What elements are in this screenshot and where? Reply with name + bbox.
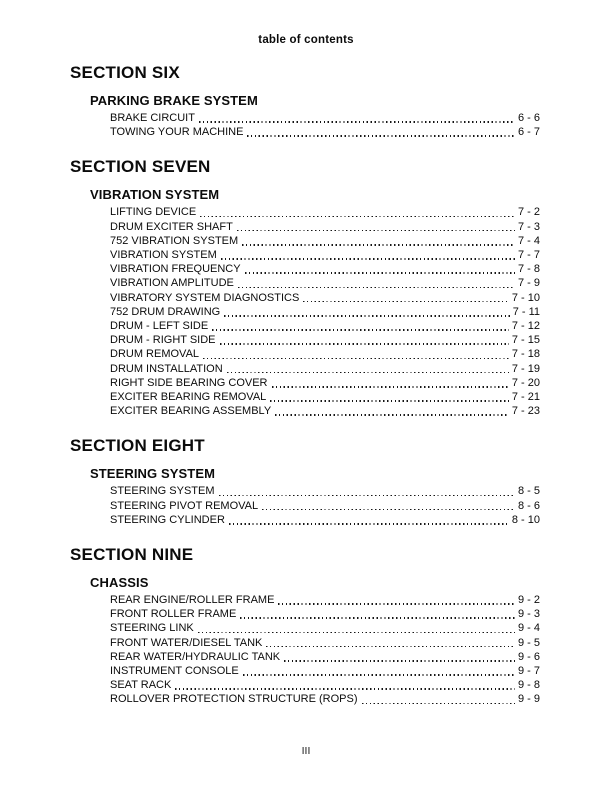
entry-label: DRUM REMOVAL bbox=[110, 348, 200, 361]
dot-leader bbox=[220, 343, 509, 345]
toc-entry bbox=[110, 248, 540, 262]
entry-label: LIFTING DEVICE bbox=[110, 206, 197, 219]
section-title: SECTION SIX bbox=[70, 63, 180, 82]
entry-label: DRUM - LEFT SIDE bbox=[110, 320, 209, 333]
entry-page-number: 7 - 10 bbox=[511, 291, 540, 304]
dot-leader bbox=[224, 315, 509, 317]
toc-section bbox=[70, 436, 540, 527]
entry-label: STEERING SYSTEM bbox=[110, 485, 215, 498]
entry-label: ROLLOVER PROTECTION STRUCTURE (ROPS) bbox=[110, 693, 358, 706]
dot-leader bbox=[203, 358, 509, 360]
entry-page-number: 7 - 9 bbox=[517, 277, 540, 290]
entry-page-number: 7 - 12 bbox=[511, 320, 540, 333]
entry-label: 752 DRUM DRAWING bbox=[110, 305, 221, 318]
toc-entry bbox=[110, 664, 540, 678]
entry-label: SEAT RACK bbox=[110, 679, 172, 692]
section-title: SECTION NINE bbox=[70, 545, 194, 565]
toc-entry bbox=[110, 513, 540, 527]
entry-label: DRUM EXCITER SHAFT bbox=[110, 220, 233, 233]
toc-entry bbox=[110, 347, 540, 361]
entry-page-number: 9 - 7 bbox=[517, 665, 540, 678]
entry-page-number: 7 - 19 bbox=[511, 362, 540, 375]
dot-leader bbox=[245, 272, 515, 274]
subsection-title: VIBRATION SYSTEM bbox=[90, 187, 220, 203]
entry-label: FRONT WATER/DIESEL TANK bbox=[110, 636, 263, 649]
dot-leader bbox=[242, 244, 515, 246]
entry-label: VIBRATION AMPLITUDE bbox=[110, 277, 234, 290]
entry-page-number: 7 - 3 bbox=[517, 220, 540, 233]
toc-section bbox=[70, 157, 540, 418]
toc-entry bbox=[110, 621, 540, 635]
dot-leader bbox=[221, 258, 515, 260]
entry-page-number: 8 - 6 bbox=[517, 499, 540, 512]
dot-leader bbox=[200, 216, 515, 218]
entry-page-number: 9 - 4 bbox=[517, 622, 540, 635]
subsection-title: CHASSIS bbox=[90, 575, 149, 591]
dot-leader bbox=[275, 414, 509, 416]
toc-entry bbox=[110, 125, 540, 139]
toc-entry bbox=[110, 319, 540, 333]
toc-entry bbox=[110, 404, 540, 418]
entry-label: FRONT ROLLER FRAME bbox=[110, 608, 237, 621]
dot-leader bbox=[229, 523, 509, 525]
entry-page-number: 6 - 7 bbox=[517, 126, 540, 139]
dot-leader bbox=[362, 703, 515, 705]
toc-entry bbox=[110, 205, 540, 219]
dot-leader bbox=[284, 660, 515, 662]
dot-leader bbox=[266, 646, 515, 648]
dot-leader bbox=[240, 617, 515, 619]
section-title: SECTION SEVEN bbox=[70, 157, 211, 177]
entry-page-number: 7 - 18 bbox=[511, 348, 540, 361]
toc-entry bbox=[110, 220, 540, 234]
dot-leader bbox=[272, 386, 509, 388]
entry-page-number: 8 - 5 bbox=[517, 485, 540, 498]
dot-leader bbox=[227, 372, 509, 374]
section-title: SECTION EIGHT bbox=[70, 436, 205, 456]
entry-page-number: 9 - 3 bbox=[517, 608, 540, 621]
toc-sections bbox=[0, 63, 612, 707]
toc-entry bbox=[110, 111, 540, 125]
entry-label: VIBRATORY SYSTEM DIAGNOSTICS bbox=[110, 291, 300, 304]
entry-page-number: 7 - 8 bbox=[517, 263, 540, 276]
toc-entry bbox=[110, 362, 540, 376]
dot-leader bbox=[175, 688, 515, 690]
entry-label: RIGHT SIDE BEARING COVER bbox=[110, 376, 268, 389]
entry-label: DRUM INSTALLATION bbox=[110, 362, 223, 375]
entry-page-number: 6 - 6 bbox=[517, 112, 540, 124]
toc-entry bbox=[110, 499, 540, 513]
entry-page-number: 8 - 10 bbox=[511, 513, 540, 526]
entry-label: STEERING CYLINDER bbox=[110, 513, 225, 526]
dot-leader bbox=[262, 509, 515, 511]
entry-list bbox=[110, 484, 540, 527]
entry-page-number: 9 - 5 bbox=[517, 636, 540, 649]
entry-list bbox=[110, 593, 540, 707]
entry-label: REAR WATER/HYDRAULIC TANK bbox=[110, 650, 281, 663]
toc-entry bbox=[110, 234, 540, 248]
toc-entry bbox=[110, 678, 540, 692]
dot-leader bbox=[199, 121, 515, 123]
entry-label: DRUM - RIGHT SIDE bbox=[110, 334, 216, 347]
dot-leader bbox=[219, 495, 515, 497]
entry-label: STEERING LINK bbox=[110, 622, 194, 635]
entry-label: INSTRUMENT CONSOLE bbox=[110, 665, 239, 678]
entry-label: STEERING PIVOT REMOVAL bbox=[110, 499, 259, 512]
entry-list bbox=[110, 205, 540, 418]
entry-page-number: 7 - 15 bbox=[511, 334, 540, 347]
dot-leader bbox=[247, 135, 515, 137]
entry-page-number: 7 - 4 bbox=[517, 234, 540, 247]
entry-label: VIBRATION FREQUENCY bbox=[110, 263, 241, 276]
toc-entry bbox=[110, 593, 540, 607]
entry-page-number: 7 - 20 bbox=[511, 376, 540, 389]
toc-entry bbox=[110, 262, 540, 276]
entry-page-number: 9 - 6 bbox=[517, 650, 540, 663]
dot-leader bbox=[278, 603, 515, 605]
entry-label: TOWING YOUR MACHINE bbox=[110, 126, 244, 139]
entry-label: EXCITER BEARING ASSEMBLY bbox=[110, 405, 272, 418]
page-number: III bbox=[301, 745, 311, 757]
subsection-title: STEERING SYSTEM bbox=[90, 466, 216, 482]
toc-entry bbox=[110, 305, 540, 319]
dot-leader bbox=[237, 230, 515, 232]
entry-page-number: 7 - 23 bbox=[511, 405, 540, 418]
entry-list bbox=[110, 111, 540, 139]
subsection-title: PARKING BRAKE SYSTEM bbox=[90, 93, 258, 108]
entry-page-number: 7 - 7 bbox=[517, 249, 540, 262]
toc-section bbox=[70, 545, 540, 707]
entry-label: VIBRATION SYSTEM bbox=[110, 249, 217, 262]
entry-page-number: 7 - 21 bbox=[511, 391, 540, 404]
toc-entry bbox=[110, 333, 540, 347]
toc-entry bbox=[110, 636, 540, 650]
entry-page-number: 7 - 2 bbox=[517, 206, 540, 219]
toc-entry bbox=[110, 484, 540, 498]
dot-leader bbox=[238, 287, 515, 289]
toc-entry bbox=[110, 276, 540, 290]
entry-page-number: 9 - 8 bbox=[517, 679, 540, 692]
dot-leader bbox=[198, 632, 515, 634]
entry-page-number: 7 - 11 bbox=[512, 305, 540, 318]
dot-leader bbox=[270, 400, 509, 402]
toc-entry bbox=[110, 607, 540, 621]
entry-page-number: 9 - 9 bbox=[517, 693, 540, 706]
entry-label: BRAKE CIRCUIT bbox=[110, 112, 195, 124]
entry-label: EXCITER BEARING REMOVAL bbox=[110, 391, 267, 404]
entry-label: REAR ENGINE/ROLLER FRAME bbox=[110, 594, 275, 607]
toc-entry bbox=[110, 390, 540, 404]
toc-entry bbox=[110, 376, 540, 390]
toc-entry bbox=[110, 650, 540, 664]
entry-page-number: 9 - 2 bbox=[517, 594, 540, 607]
dot-leader bbox=[212, 329, 509, 331]
toc-entry bbox=[110, 291, 540, 305]
page-title: table of contents bbox=[258, 34, 354, 46]
dot-leader bbox=[303, 301, 509, 303]
toc-entry bbox=[110, 692, 540, 706]
toc-section bbox=[70, 63, 540, 139]
entry-label: 752 VIBRATION SYSTEM bbox=[110, 234, 239, 247]
dot-leader bbox=[243, 674, 515, 676]
